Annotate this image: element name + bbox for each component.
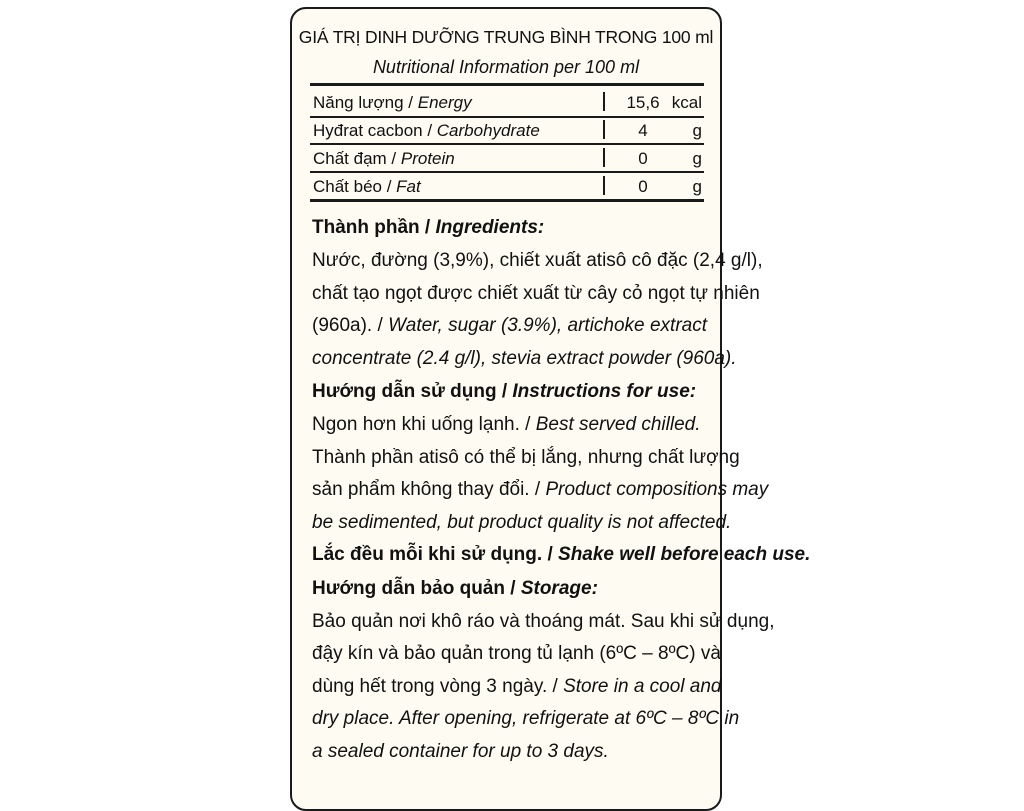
table-bottom-rule [310,199,704,202]
table-top-rule [310,83,704,86]
nutrient-unit: g [692,149,702,168]
label-body-text [312,211,811,768]
nutrition-title-en: Nutritional Information per 100 ml [372,57,640,77]
nutrition-title-vi: GIÁ TRỊ DINH DƯỠNG TRUNG BÌNH TRONG 100 ml [298,27,714,47]
storage-line [312,671,722,704]
instructions-heading-en: Instructions for use: [512,381,697,402]
ingredients-heading-en: Ingredients: [435,217,545,238]
nutrient-value: 4 [638,121,648,140]
product-label-panel [290,7,811,811]
instructions-line [312,409,707,442]
instructions-text-en: Product compositions may [545,479,769,500]
storage-heading-vi: Hướng dẫn bảo quản / [312,577,521,599]
instructions-line [312,539,811,572]
ingredients-line: concentrate (2.4 g/l), stevia extract powder (960a). [312,347,737,369]
column-divider [603,92,605,111]
storage-line: Bảo quản nơi khô ráo và thoáng mát. Sau khi sử dụng, [312,610,775,632]
storage-text-en: Store in a cool and [563,675,722,697]
nutrient-value: 15,6 [626,93,660,112]
ingredients-line: Nước, đường (3,9%), chiết xuất atisô cô đặc (2,4 g/l), [312,250,763,271]
ingredients-heading [312,211,707,245]
storage-line: đậy kín và bảo quản trong tủ lạnh (6ºC – 8ºC) và [312,643,721,664]
shake-text-en: Shake well before each use. [558,544,811,565]
instructions-text-vi: Ngon hơn khi uống lạnh. / [312,414,536,435]
nutrient-value: 0 [638,177,648,196]
instructions-text-vi: sản phẩm không thay đổi. / [312,479,546,500]
table-row [310,89,704,115]
ingredients-line [312,310,707,343]
ingredients-text-en: Water, sugar (3.9%), artichoke extract [388,315,707,336]
instructions-heading [312,375,707,409]
nutrient-name-vi: Năng lượng / [313,93,418,112]
storage-line: dry place. After opening, refrigerate at 6ºC – 8ºC in [312,708,740,729]
column-divider [603,148,605,167]
nutrient-name-vi: Chất đạm / [313,149,401,168]
storage-heading [312,572,707,606]
nutrient-name-en: Fat [396,177,421,196]
table-row [310,173,704,199]
column-divider [603,176,605,195]
table-row [310,117,704,143]
nutrient-name-en: Energy [417,93,472,112]
ingredients-heading-vi: Thành phần / [312,217,436,238]
table-row [310,145,704,171]
nutrient-value: 0 [638,149,648,168]
instructions-line [312,474,769,507]
nutrient-unit: g [692,177,702,196]
instructions-heading-vi: Hướng dẫn sử dụng / [312,381,513,402]
nutrient-name-vi: Hyđrat cacbon / [313,121,437,140]
shake-text-vi: Lắc đều mỗi khi sử dụng. / [312,544,559,565]
instructions-text-en: Best served chilled. [535,414,701,435]
storage-text-vi: dùng hết trong vòng 3 ngày. / [312,675,564,697]
nutrient-name-en: Carbohydrate [436,121,540,140]
nutrient-name-vi: Chất béo / [313,177,397,196]
instructions-line: be sedimented, but product quality is not affected. [312,511,732,533]
instructions-line: Thành phần atisô có thể bị lắng, nhưng chất lượng [312,446,740,468]
nutrient-name-en: Protein [400,149,455,168]
ingredients-text-vi: (960a). / [312,315,389,336]
nutrient-unit: g [692,121,702,140]
storage-heading-en: Storage: [520,577,598,599]
ingredients-line: chất tạo ngọt được chiết xuất từ cây cỏ ngọt tự nhiên [312,282,760,304]
nutrient-unit: kcal [671,93,702,112]
storage-line: a sealed container for up to 3 days. [312,740,609,762]
column-divider [603,120,605,139]
